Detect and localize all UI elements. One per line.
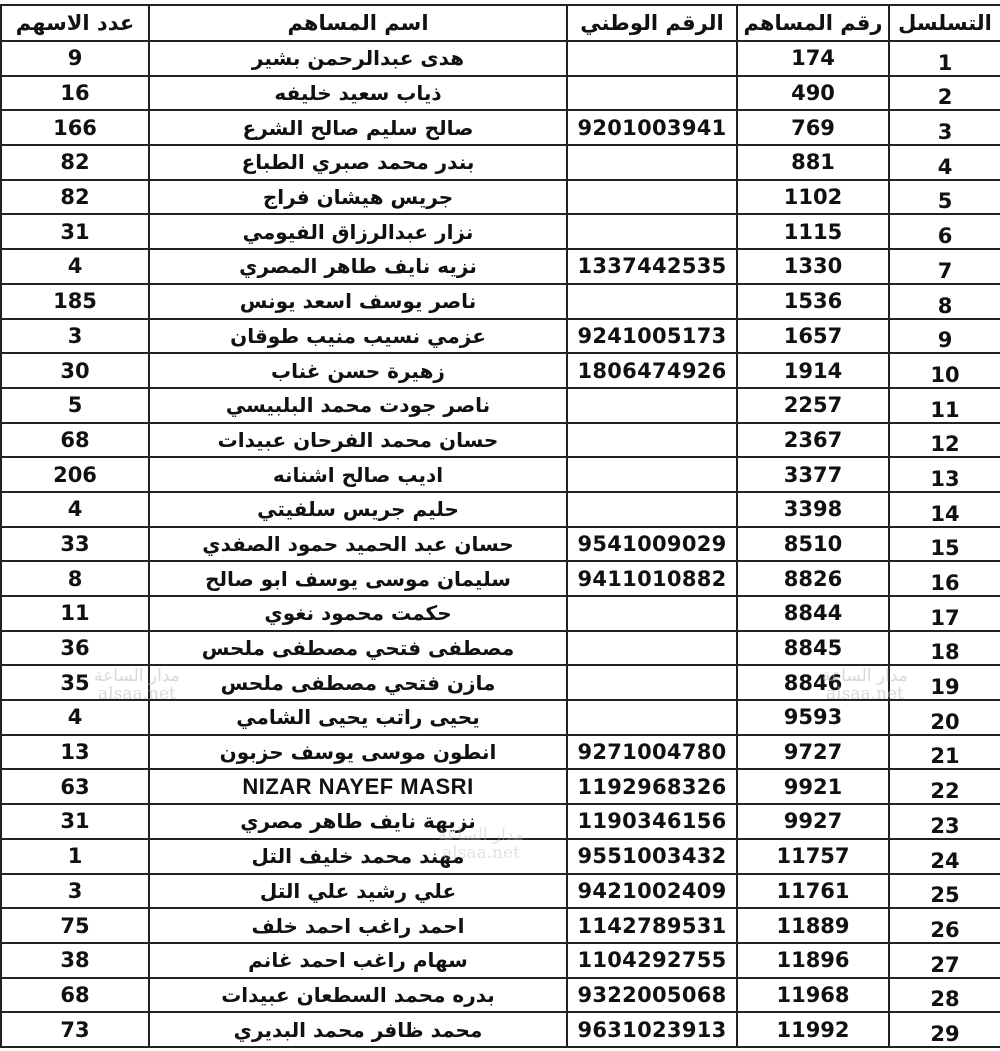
table-row xyxy=(1,353,1000,388)
cell-seq: 7 xyxy=(889,249,1000,284)
cell-shareholder-no: 8845 xyxy=(737,631,889,666)
cell-shareholder-no: 1536 xyxy=(737,284,889,319)
cell-shareholder-no: 2367 xyxy=(737,423,889,458)
cell-shareholder-no: 8826 xyxy=(737,561,889,596)
table-row xyxy=(1,180,1000,215)
cell-name: حكمت محمود نغوي xyxy=(149,596,567,631)
cell-national-id xyxy=(567,76,737,111)
cell-national-id xyxy=(567,180,737,215)
table-row xyxy=(1,41,1000,76)
cell-seq: 9 xyxy=(889,319,1000,354)
table-row xyxy=(1,249,1000,284)
cell-shareholder-no: 8510 xyxy=(737,527,889,562)
cell-shares: 36 xyxy=(1,631,149,666)
cell-national-id: 1190346156 xyxy=(567,804,737,839)
cell-seq: 17 xyxy=(889,596,1000,631)
table-row xyxy=(1,1012,1000,1047)
cell-name: نزار عبدالرزاق الفيومي xyxy=(149,214,567,249)
cell-shares: 5 xyxy=(1,388,149,423)
cell-shareholder-no: 174 xyxy=(737,41,889,76)
cell-shareholder-no: 11761 xyxy=(737,874,889,909)
cell-name: حسان محمد الفرحان عبيدات xyxy=(149,423,567,458)
cell-national-id: 9421002409 xyxy=(567,874,737,909)
cell-seq: 11 xyxy=(889,388,1000,423)
table-row xyxy=(1,561,1000,596)
cell-name: صالح سليم صالح الشرع xyxy=(149,110,567,145)
header-row xyxy=(1,5,1000,41)
cell-shares: 16 xyxy=(1,76,149,111)
cell-name: عزمي نسيب منيب طوقان xyxy=(149,319,567,354)
cell-seq: 23 xyxy=(889,804,1000,839)
cell-name: هدى عبدالرحمن بشير xyxy=(149,41,567,76)
cell-national-id xyxy=(567,41,737,76)
cell-seq: 3 xyxy=(889,110,1000,145)
cell-national-id xyxy=(567,145,737,180)
cell-shareholder-no: 3398 xyxy=(737,492,889,527)
cell-name: بندر محمد صبري الطباع xyxy=(149,145,567,180)
cell-shareholder-no: 11968 xyxy=(737,978,889,1013)
table-row xyxy=(1,145,1000,180)
cell-name: نزيهة نايف طاهر مصري xyxy=(149,804,567,839)
cell-national-id: 9322005068 xyxy=(567,978,737,1013)
cell-seq: 4 xyxy=(889,145,1000,180)
cell-national-id xyxy=(567,631,737,666)
table-row xyxy=(1,76,1000,111)
watermark-text: مدار الساعة xyxy=(94,666,180,686)
cell-seq: 28 xyxy=(889,978,1000,1013)
table-row xyxy=(1,665,1000,700)
table-row xyxy=(1,978,1000,1013)
cell-shares: 3 xyxy=(1,874,149,909)
cell-shares: 30 xyxy=(1,353,149,388)
cell-national-id xyxy=(567,700,737,735)
cell-seq: 15 xyxy=(889,527,1000,562)
header-name: اسم المساهم xyxy=(149,5,567,41)
cell-shareholder-no: 1657 xyxy=(737,319,889,354)
cell-name: NIZAR NAYEF MASRI xyxy=(149,769,567,804)
cell-shareholder-no: 11992 xyxy=(737,1012,889,1047)
cell-national-id: 1192968326 xyxy=(567,769,737,804)
cell-shareholder-no: 11896 xyxy=(737,943,889,978)
cell-national-id xyxy=(567,214,737,249)
cell-name: زهيرة حسن غناب xyxy=(149,353,567,388)
cell-shares: 31 xyxy=(1,804,149,839)
cell-shares: 82 xyxy=(1,145,149,180)
cell-national-id xyxy=(567,388,737,423)
cell-shareholder-no: 9921 xyxy=(737,769,889,804)
cell-shares: 31 xyxy=(1,214,149,249)
table-row xyxy=(1,874,1000,909)
table-row xyxy=(1,631,1000,666)
cell-seq: 24 xyxy=(889,839,1000,874)
watermark-text: مدار الساعة xyxy=(822,666,908,686)
cell-shareholder-no: 2257 xyxy=(737,388,889,423)
cell-national-id: 1142789531 xyxy=(567,908,737,943)
cell-name: يحيى راتب يحيى الشامي xyxy=(149,700,567,735)
cell-seq: 2 xyxy=(889,76,1000,111)
cell-name: مهند محمد خليف التل xyxy=(149,839,567,874)
cell-shares: 11 xyxy=(1,596,149,631)
cell-seq: 5 xyxy=(889,180,1000,215)
cell-shares: 185 xyxy=(1,284,149,319)
table-row xyxy=(1,804,1000,839)
cell-name: علي رشيد علي التل xyxy=(149,874,567,909)
cell-shares: 33 xyxy=(1,527,149,562)
cell-shareholder-no: 1914 xyxy=(737,353,889,388)
cell-seq: 22 xyxy=(889,769,1000,804)
watermark-url: alsaa.net xyxy=(826,684,904,704)
cell-name: سليمان موسى يوسف ابو صالح xyxy=(149,561,567,596)
table-row xyxy=(1,735,1000,770)
cell-national-id: 1806474926 xyxy=(567,353,737,388)
cell-shares: 73 xyxy=(1,1012,149,1047)
cell-name: ذياب سعيد خليفه xyxy=(149,76,567,111)
table-row xyxy=(1,527,1000,562)
cell-shares: 68 xyxy=(1,423,149,458)
cell-shares: 35 xyxy=(1,665,149,700)
cell-name: احمد راغب احمد خلف xyxy=(149,908,567,943)
cell-name: سهام راغب احمد غانم xyxy=(149,943,567,978)
cell-name: مصطفى فتحي مصطفى ملحس xyxy=(149,631,567,666)
cell-name: جريس هيشان فراج xyxy=(149,180,567,215)
cell-name: ناصر جودت محمد البلبيسي xyxy=(149,388,567,423)
watermark-url: alsaa.net xyxy=(442,843,520,863)
cell-shareholder-no: 881 xyxy=(737,145,889,180)
cell-national-id: 9241005173 xyxy=(567,319,737,354)
cell-seq: 26 xyxy=(889,908,1000,943)
cell-seq: 10 xyxy=(889,353,1000,388)
cell-national-id xyxy=(567,284,737,319)
table-row xyxy=(1,423,1000,458)
header-shares: عدد الاسهم xyxy=(1,5,149,41)
cell-shares: 9 xyxy=(1,41,149,76)
cell-national-id xyxy=(567,596,737,631)
cell-shareholder-no: 11889 xyxy=(737,908,889,943)
shareholders-table xyxy=(0,4,1000,1048)
table-row xyxy=(1,214,1000,249)
cell-shares: 75 xyxy=(1,908,149,943)
cell-name: حليم جريس سلفيتي xyxy=(149,492,567,527)
table-row xyxy=(1,700,1000,735)
cell-national-id xyxy=(567,492,737,527)
cell-shareholder-no: 490 xyxy=(737,76,889,111)
cell-national-id: 9541009029 xyxy=(567,527,737,562)
cell-shareholder-no: 1115 xyxy=(737,214,889,249)
watermark-url: alsaa.net xyxy=(98,684,176,704)
cell-seq: 6 xyxy=(889,214,1000,249)
cell-national-id: 9551003432 xyxy=(567,839,737,874)
cell-shares: 4 xyxy=(1,700,149,735)
header-national-id: الرقم الوطني xyxy=(567,5,737,41)
cell-shares: 206 xyxy=(1,457,149,492)
cell-seq: 18 xyxy=(889,631,1000,666)
cell-shares: 38 xyxy=(1,943,149,978)
cell-shareholder-no: 1330 xyxy=(737,249,889,284)
cell-national-id: 9631023913 xyxy=(567,1012,737,1047)
table-row xyxy=(1,388,1000,423)
cell-shares: 3 xyxy=(1,319,149,354)
cell-shares: 166 xyxy=(1,110,149,145)
cell-seq: 21 xyxy=(889,735,1000,770)
cell-shares: 82 xyxy=(1,180,149,215)
header-seq: التسلسل xyxy=(889,5,1000,41)
cell-seq: 13 xyxy=(889,457,1000,492)
cell-seq: 14 xyxy=(889,492,1000,527)
cell-shares: 8 xyxy=(1,561,149,596)
cell-national-id xyxy=(567,665,737,700)
cell-national-id xyxy=(567,457,737,492)
table-body xyxy=(1,41,1000,1047)
cell-national-id: 1104292755 xyxy=(567,943,737,978)
cell-name: محمد ظافر محمد البديري xyxy=(149,1012,567,1047)
cell-shares: 68 xyxy=(1,978,149,1013)
table-row xyxy=(1,319,1000,354)
cell-name: حسان عبد الحميد حمود الصفدي xyxy=(149,527,567,562)
table-row xyxy=(1,839,1000,874)
cell-seq: 25 xyxy=(889,874,1000,909)
table-row xyxy=(1,457,1000,492)
table-row xyxy=(1,110,1000,145)
cell-national-id: 9411010882 xyxy=(567,561,737,596)
cell-name: اديب صالح اشنانه xyxy=(149,457,567,492)
cell-seq: 20 xyxy=(889,700,1000,735)
cell-name: بدره محمد السطعان عبيدات xyxy=(149,978,567,1013)
cell-seq: 16 xyxy=(889,561,1000,596)
cell-national-id: 9201003941 xyxy=(567,110,737,145)
cell-seq: 29 xyxy=(889,1012,1000,1047)
table-row xyxy=(1,769,1000,804)
cell-shareholder-no: 9927 xyxy=(737,804,889,839)
header-shareholder-no: رقم المساهم xyxy=(737,5,889,41)
cell-name: مازن فتحي مصطفى ملحس xyxy=(149,665,567,700)
cell-name: انطون موسى يوسف حزبون xyxy=(149,735,567,770)
cell-shareholder-no: 9593 xyxy=(737,700,889,735)
cell-name: ناصر يوسف اسعد يونس xyxy=(149,284,567,319)
cell-shares: 63 xyxy=(1,769,149,804)
cell-national-id: 1337442535 xyxy=(567,249,737,284)
cell-national-id: 9271004780 xyxy=(567,735,737,770)
cell-shares: 4 xyxy=(1,249,149,284)
cell-shareholder-no: 8844 xyxy=(737,596,889,631)
cell-shares: 13 xyxy=(1,735,149,770)
cell-shareholder-no: 8846 xyxy=(737,665,889,700)
cell-shareholder-no: 11757 xyxy=(737,839,889,874)
table-row xyxy=(1,908,1000,943)
cell-seq: 1 xyxy=(889,41,1000,76)
cell-name: نزيه نايف طاهر المصري xyxy=(149,249,567,284)
table-row xyxy=(1,492,1000,527)
cell-shareholder-no: 1102 xyxy=(737,180,889,215)
cell-shares: 4 xyxy=(1,492,149,527)
cell-seq: 12 xyxy=(889,423,1000,458)
cell-shareholder-no: 769 xyxy=(737,110,889,145)
cell-shares: 1 xyxy=(1,839,149,874)
table-row xyxy=(1,943,1000,978)
table-row xyxy=(1,596,1000,631)
cell-seq: 19 xyxy=(889,665,1000,700)
cell-shareholder-no: 9727 xyxy=(737,735,889,770)
table-row xyxy=(1,284,1000,319)
cell-national-id xyxy=(567,423,737,458)
cell-seq: 27 xyxy=(889,943,1000,978)
watermark-text: مدار الساعة xyxy=(438,825,524,845)
cell-shareholder-no: 3377 xyxy=(737,457,889,492)
cell-seq: 8 xyxy=(889,284,1000,319)
